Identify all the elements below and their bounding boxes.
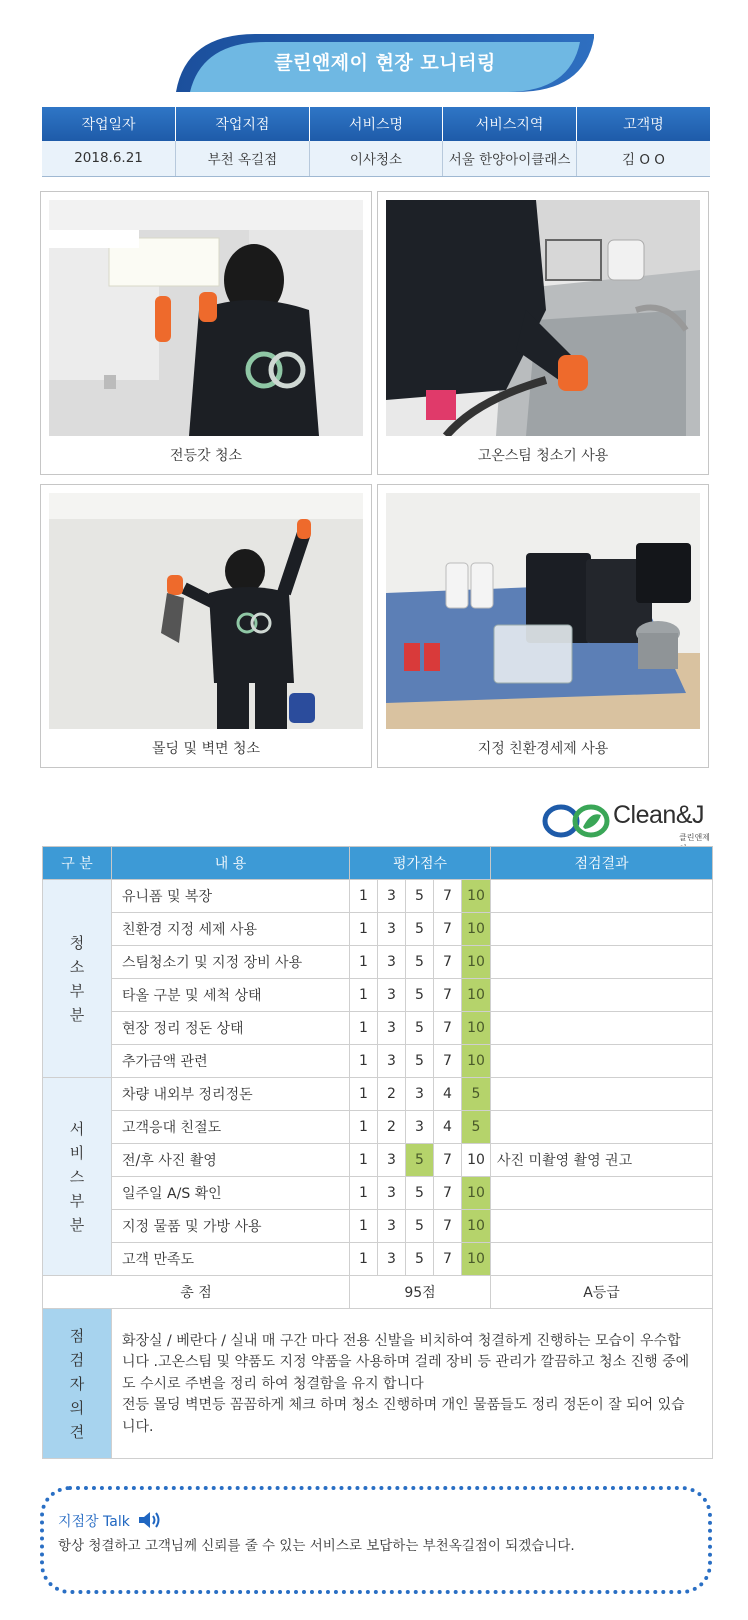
table-row <box>43 979 713 1012</box>
result-cell <box>491 913 713 946</box>
score-cell: 4 <box>434 1078 462 1111</box>
score-cell: 1 <box>350 1243 378 1276</box>
score-cell: 5 <box>406 1177 434 1210</box>
score-cell: 3 <box>378 979 406 1012</box>
header-category: 구 분 <box>43 847 112 880</box>
table-row <box>43 1012 713 1045</box>
score-cell: 3 <box>378 1144 406 1177</box>
evaluation-table <box>42 846 713 1459</box>
table-row <box>43 946 713 979</box>
header-score: 평가점수 <box>350 847 491 880</box>
header-result: 점검결과 <box>491 847 713 880</box>
score-cell-selected: 10 <box>462 946 491 979</box>
score-cell-selected: 5 <box>406 1144 434 1177</box>
score-cell: 3 <box>378 1045 406 1078</box>
score-cell: 1 <box>350 880 378 913</box>
score-cell-selected: 10 <box>462 1177 491 1210</box>
value-date: 2018.6.21 <box>42 141 176 176</box>
table-row <box>43 913 713 946</box>
score-cell: 7 <box>434 880 462 913</box>
score-cell: 1 <box>350 1210 378 1243</box>
table-row <box>43 1243 713 1276</box>
table-row <box>43 880 713 913</box>
header-date: 작업일자 <box>42 107 176 141</box>
result-cell <box>491 1012 713 1045</box>
talk-message: 항상 청결하고 고객님께 신뢰를 줄 수 있는 서비스로 보답하는 부천옥길점이 되겠습니다. <box>58 1538 575 1554</box>
result-cell <box>491 880 713 913</box>
photo-lamp-cleaning <box>49 200 363 436</box>
result-cell <box>491 1045 713 1078</box>
header-service: 서비스명 <box>309 107 443 141</box>
result-cell <box>491 979 713 1012</box>
result-cell <box>491 1177 713 1210</box>
item-cell: 추가금액 관련 <box>112 1045 350 1078</box>
result-cell <box>491 1111 713 1144</box>
score-cell-selected: 10 <box>462 1210 491 1243</box>
photo-caption: 전등갓 청소 <box>169 448 243 464</box>
score-cell: 3 <box>378 880 406 913</box>
score-cell: 10 <box>462 1144 491 1177</box>
opinion-line: 니다 .고온스팀 및 약품도 지정 약품을 사용하며 걸레 장비 등 관리가 깔끔하고 청소 진행 중에 <box>122 1354 690 1371</box>
score-cell: 3 <box>406 1111 434 1144</box>
total-grade: A등급 <box>491 1276 713 1309</box>
header-content: 내 용 <box>112 847 350 880</box>
score-cell: 1 <box>350 1012 378 1045</box>
value-service: 이사청소 <box>309 141 443 176</box>
score-cell: 7 <box>434 913 462 946</box>
logo-infinity-icon <box>541 799 611 843</box>
opinion-row <box>43 1309 713 1459</box>
brand-logo <box>541 799 711 843</box>
score-cell: 5 <box>406 880 434 913</box>
item-cell: 친환경 지정 세제 사용 <box>112 913 350 946</box>
value-branch: 부천 옥길점 <box>176 141 310 176</box>
photo-card-lamp <box>40 191 372 475</box>
score-cell: 3 <box>378 913 406 946</box>
score-cell: 7 <box>434 1144 462 1177</box>
score-cell: 1 <box>350 1045 378 1078</box>
score-cell: 4 <box>434 1111 462 1144</box>
score-cell-selected: 10 <box>462 1243 491 1276</box>
score-cell: 1 <box>350 913 378 946</box>
photo-steam-cleaner <box>386 200 700 436</box>
score-cell: 7 <box>434 1045 462 1078</box>
opinion-label: 점 검 자 의 견 <box>43 1309 112 1459</box>
opinion-line: 도 수시로 주변을 정리 하여 청결함을 유지 합니다 <box>122 1375 424 1392</box>
score-cell-selected: 10 <box>462 1012 491 1045</box>
photo-caption: 지정 친환경세제 사용 <box>477 741 609 757</box>
photo-card-wall <box>40 484 372 768</box>
table-row <box>43 1111 713 1144</box>
score-cell: 5 <box>406 913 434 946</box>
score-cell-selected: 5 <box>462 1111 491 1144</box>
result-cell: 사진 미촬영 촬영 권고 <box>491 1144 713 1177</box>
score-cell: 5 <box>406 1045 434 1078</box>
item-cell: 고객 만족도 <box>112 1243 350 1276</box>
score-cell: 7 <box>434 979 462 1012</box>
opinion-line: 전등 몰딩 벽면등 꼼꼼하게 체크 하며 청소 진행하며 개인 물품들도 정리 정돈이 잘 되어 있습 <box>122 1397 685 1414</box>
score-cell: 3 <box>378 1012 406 1045</box>
title-banner <box>176 34 594 92</box>
photo-wall-cleaning <box>49 493 363 729</box>
score-cell: 7 <box>434 1210 462 1243</box>
speaker-icon <box>137 1510 163 1530</box>
item-cell: 유니폼 및 복장 <box>112 880 350 913</box>
score-cell: 3 <box>378 1177 406 1210</box>
table-row <box>43 1045 713 1078</box>
result-cell <box>491 946 713 979</box>
score-cell: 7 <box>434 946 462 979</box>
score-cell: 2 <box>378 1111 406 1144</box>
value-region: 서울 한양아이클래스 <box>443 141 577 176</box>
score-cell: 5 <box>406 946 434 979</box>
score-cell: 2 <box>378 1078 406 1111</box>
table-row <box>43 1210 713 1243</box>
result-cell <box>491 1078 713 1111</box>
total-label: 총 점 <box>43 1276 350 1309</box>
score-cell: 5 <box>406 1210 434 1243</box>
total-row <box>43 1276 713 1309</box>
work-info-table <box>42 107 710 177</box>
item-cell: 스팀청소기 및 지정 장비 사용 <box>112 946 350 979</box>
score-cell: 7 <box>434 1177 462 1210</box>
score-cell-selected: 10 <box>462 880 491 913</box>
score-cell: 7 <box>434 1012 462 1045</box>
total-score: 95점 <box>350 1276 491 1309</box>
talk-title-text: 지점장 Talk <box>58 1514 130 1530</box>
score-cell: 1 <box>350 1111 378 1144</box>
score-cell: 1 <box>350 1177 378 1210</box>
category-cell: 서 비 스 부 분 <box>43 1078 112 1276</box>
score-cell: 3 <box>378 946 406 979</box>
talk-title <box>58 1510 163 1531</box>
score-cell: 5 <box>406 1243 434 1276</box>
item-cell: 일주일 A/S 확인 <box>112 1177 350 1210</box>
photo-card-detergent <box>377 484 709 768</box>
score-cell: 7 <box>434 1243 462 1276</box>
table-row <box>43 1078 713 1111</box>
value-customer: 김 O O <box>576 141 710 176</box>
header-customer: 고객명 <box>576 107 710 141</box>
photo-caption: 고온스팀 청소기 사용 <box>477 448 609 464</box>
score-cell: 1 <box>350 979 378 1012</box>
table-row <box>43 1177 713 1210</box>
score-cell-selected: 10 <box>462 979 491 1012</box>
score-cell: 3 <box>406 1078 434 1111</box>
score-cell: 3 <box>378 1210 406 1243</box>
score-cell: 5 <box>406 979 434 1012</box>
result-cell <box>491 1243 713 1276</box>
item-cell: 차량 내외부 정리정돈 <box>112 1078 350 1111</box>
score-cell: 1 <box>350 946 378 979</box>
item-cell: 현장 정리 정돈 상태 <box>112 1012 350 1045</box>
inspector-opinion <box>112 1309 713 1459</box>
photo-eco-detergent <box>386 493 700 729</box>
score-cell-selected: 10 <box>462 913 491 946</box>
opinion-line: 화장실 / 베란다 / 실내 매 구간 마다 전용 신발을 비치하여 청결하게 진행하는 모습이 우수합 <box>122 1332 681 1349</box>
score-cell: 1 <box>350 1144 378 1177</box>
table-row <box>43 1144 713 1177</box>
category-cell: 청 소 부 분 <box>43 880 112 1078</box>
item-cell: 타올 구분 및 세척 상태 <box>112 979 350 1012</box>
score-cell: 3 <box>378 1243 406 1276</box>
opinion-line: 니다. <box>122 1418 154 1435</box>
logo-subtitle: 클린앤제 <box>679 833 710 842</box>
result-cell <box>491 1210 713 1243</box>
photo-caption: 몰딩 및 벽면 청소 <box>151 741 261 757</box>
header-region: 서비스지역 <box>443 107 577 141</box>
score-cell: 1 <box>350 1078 378 1111</box>
logo-wordmark: Clean&J <box>613 801 704 829</box>
item-cell: 전/후 사진 촬영 <box>112 1144 350 1177</box>
score-cell-selected: 5 <box>462 1078 491 1111</box>
score-cell-selected: 10 <box>462 1045 491 1078</box>
score-cell: 5 <box>406 1012 434 1045</box>
header-branch: 작업지점 <box>176 107 310 141</box>
item-cell: 고객응대 친절도 <box>112 1111 350 1144</box>
item-cell: 지정 물품 및 가방 사용 <box>112 1210 350 1243</box>
page-title: 클린앤제이 현장 모니터링 <box>274 52 496 74</box>
manager-talk-box <box>40 1486 712 1594</box>
photo-card-steam <box>377 191 709 475</box>
